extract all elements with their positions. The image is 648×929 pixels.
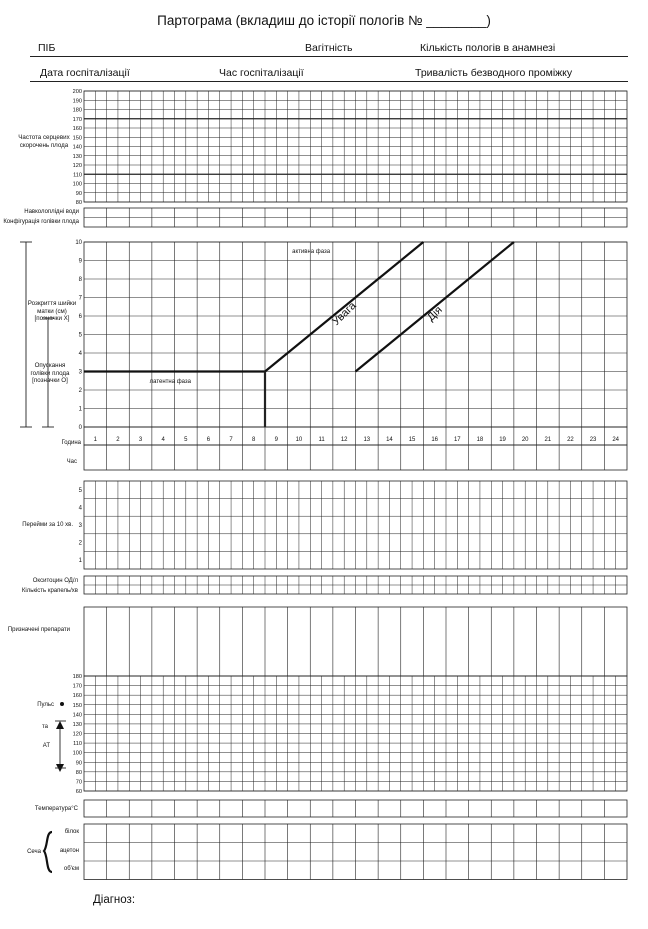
hour-label: 3 [138,437,143,443]
contractions-tick: 3 [78,523,82,529]
cervix-tick: 5 [78,332,82,339]
amniotic-label: Навколоплідні води [24,209,79,215]
hour-label: 2 [116,437,120,443]
cervix-tick: 4 [78,351,82,357]
pulse-tick: 140 [72,712,82,719]
contractions-tick: 2 [78,540,82,547]
descent-label: Опускання голівки плода [позначки О] [30,362,70,384]
cervix-tick: 6 [78,314,82,320]
latent-phase-label: латентна фаза [149,379,192,385]
cervix-tick: 9 [78,258,82,265]
hour-label: 1 [93,437,97,443]
cervix-tick: 2 [78,388,82,394]
urine-label: Сеча [27,849,41,855]
hour-label: 12 [340,437,348,443]
hour-label: 23 [589,437,597,443]
hour-label: 24 [612,437,620,443]
hour-label: 5 [184,437,188,443]
urine-volume-label: об'єм [63,866,79,872]
fhr-tick: 90 [75,190,82,197]
hour-label: 21 [544,437,552,443]
fhr-tick: 120 [72,163,82,169]
pib-label: ПІБ [38,42,56,54]
contractions-tick: 4 [78,505,82,512]
contractions-label: Перейми за 10 хв. [22,522,73,528]
urine-brace-icon [44,832,52,872]
oxytocin-label: Окситоцин ОД/л [32,578,78,584]
admission-time-label: Час госпіталізації [219,67,304,79]
cervix-tick: 0 [78,425,82,431]
temperature-label: Температура°С [34,806,78,812]
cervix-tick: 10 [75,240,82,246]
hour-label: 18 [476,437,484,443]
pulse-tick: 70 [75,779,82,786]
births-label: Кількість пологів в анамнезі [420,42,556,54]
cervix-tick: 7 [78,295,82,302]
cervix-tick: 8 [78,277,82,283]
fhr-tick: 170 [72,116,82,123]
admission-date-label: Дата госпіталізації [40,67,130,79]
contractions-tick: 5 [78,487,82,494]
page-title: Партограма (вкладиш до історії пологів № ________) [157,13,491,28]
fhr-label: Частота серцевих скорочень плода [18,134,70,149]
water-interval-label: Тривалість безводного проміжку [415,67,573,79]
fhr-tick: 100 [72,181,82,188]
pulse-tick: 180 [72,674,82,680]
contractions-tick: 1 [78,558,82,565]
fhr-tick: 140 [72,144,82,151]
hour-label: 9 [274,437,278,443]
active-phase-label: активна фаза [292,249,331,255]
hour-label: 8 [252,437,256,443]
pulse-tick: 170 [72,683,82,690]
drops-label: Кількість крапель/хв [21,588,78,594]
hour-label: 13 [363,437,371,443]
cervix-tick: 3 [78,369,82,376]
fhr-tick: 80 [75,200,82,206]
hours-label: Година [61,440,81,446]
pulse-tick: 60 [75,789,82,795]
pulse-tick: 150 [72,702,82,709]
pulse-tick: 80 [75,769,82,776]
hour-label: 20 [521,437,529,443]
pulse-tick: 130 [72,721,82,728]
hour-label: 19 [499,437,506,443]
hour-label: 10 [295,437,303,443]
pulse-tick: 100 [72,750,82,757]
drugs-label: Призначені препарати [7,627,70,633]
urine-protein-label: білок [64,829,79,835]
hour-label: 11 [318,437,325,443]
pulse-label: Пульс [37,702,54,708]
urine-acetone-label: ацетон [59,848,79,854]
fhr-tick: 190 [72,98,82,105]
hour-label: 6 [206,437,211,443]
hour-label: 22 [567,437,574,443]
pulse-tick: 160 [72,693,82,700]
fhr-tick: 180 [72,107,82,114]
action-label: Дія [424,304,445,324]
hour-label: 7 [229,437,233,443]
pulse-tick: 120 [72,731,82,738]
hour-label: 17 [453,437,461,443]
fhr-tick: 130 [72,153,82,160]
pulse-tick: 90 [75,760,82,767]
fhr-tick: 110 [73,172,82,179]
pulse-dot-icon [60,702,64,706]
hour-label: 16 [431,437,439,443]
fhr-tick: 150 [72,135,82,142]
bp-arrow-up-icon [56,721,64,729]
diagnosis-label: Діагноз: [93,894,136,906]
cervix-label: Розкриття шийки матки (см) [позначки Х] [27,300,77,322]
fhr-tick: 200 [72,89,82,95]
fhr-tick: 160 [72,126,82,132]
alert-label: Увага [330,299,359,328]
cervix-tick: 1 [78,406,82,413]
hour-label: 4 [161,437,165,443]
and-label: та [41,724,48,730]
bp-label: АТ [42,743,50,749]
pulse-tick: 110 [73,741,82,748]
pregnancy-label: Вагітність [305,42,353,54]
moulding-label: Конфігурація голівки плода [3,219,79,225]
hour-label: 15 [408,437,416,443]
time-label: Час [66,459,77,465]
hour-label: 14 [386,437,393,443]
